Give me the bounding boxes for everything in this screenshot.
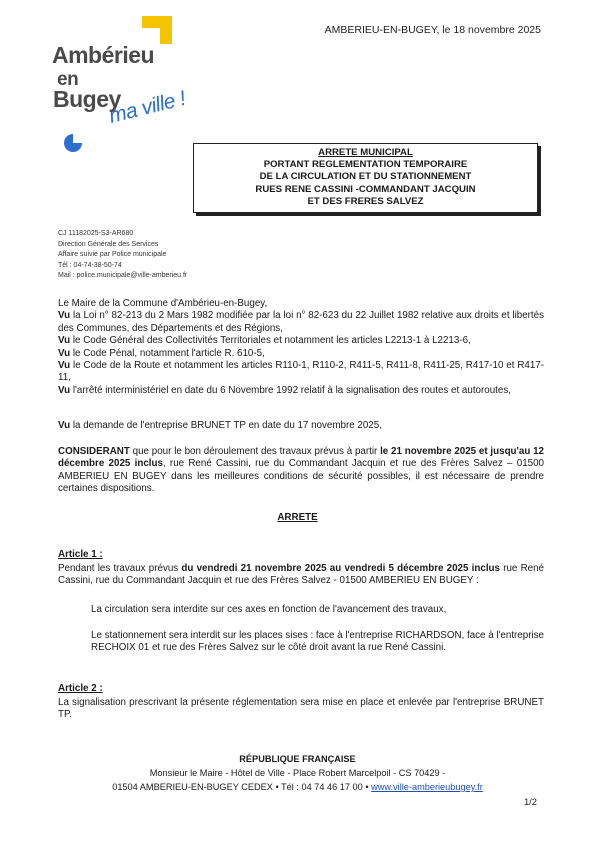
logo-text-bugey: Bugey	[53, 86, 121, 112]
considerant-word: CONSIDERANT	[58, 446, 130, 457]
mail[interactable]: Mail : police.municipale@ville-amberieu.fr	[58, 272, 188, 280]
vu-2: Vu le Code Général des Collectivités Territoriales et notamment les articles L2213-1 à L2213-6,	[58, 335, 471, 347]
article-1-dates: du vendredi 21 novembre 2025 au vendredi 5 décembre 2025 inclus	[181, 563, 500, 574]
vu-word: Vu	[58, 347, 71, 359]
vu-word: Vu	[58, 310, 71, 322]
vu-1: Vu la Loi n° 82-213 du 2 Mars 1982 modifiée par la loi n° 82-623 du 22 Juillet 1982 relative aux droits et libertés des Communes, des Départements et des Régions,	[58, 310, 544, 334]
decree-title-box	[193, 143, 538, 213]
article-2-title: Article 2 :	[58, 683, 103, 694]
place-date: AMBERIEU-EN-BUGEY, le 18 novembre 2025	[324, 24, 541, 36]
article-1-parking: Le stationnement sera interdit sur les places sises : face à l'entreprise RICHARDSON, face à l'entreprise RECHOIX 01 et rue des Frères Salvez sur le côté droit avant la rue René Cassini.	[91, 630, 544, 654]
phone: Tél : 04-74-38-50-74	[58, 261, 122, 269]
preamble	[58, 298, 544, 397]
vu-3: Vu le Code Pénal, notamment l'article R. 610-5,	[58, 347, 265, 359]
bullet-icon: •	[275, 782, 279, 792]
republic-heading: RÉPUBLIQUE FRANÇAISE	[239, 754, 356, 764]
article-1-text: Pendant les travaux prévus du vendredi 21 novembre 2025 au vendredi 5 décembre 2025 inclus rue René Cassini, rue du Commandant Jacquin et rue des Frères Salvez - 01500 AMBERIEU EN BUGEY :	[58, 563, 544, 587]
article-1-circulation: La circulation sera interdite sur ces axes en fonction de l'avancement des travaux,	[91, 604, 447, 615]
page-number: 1/2	[523, 796, 537, 807]
website-link[interactable]: www.ville-amberieubugey.fr	[371, 782, 483, 792]
logo-text-slogan: ma ville !	[106, 86, 188, 128]
article-2-text: La signalisation prescrivant la présente réglementation sera mise en place et enlevée par l'entreprise BRUNET TP.	[58, 697, 544, 721]
intro: Le Maire de la Commune d'Ambérieu-en-Bugey,	[58, 298, 268, 309]
title-line-1: ARRETE MUNICIPAL	[318, 147, 413, 158]
vu-word: Vu	[58, 420, 71, 431]
title-line-4: RUES RENE CASSINI -COMMANDANT JACQUIN	[255, 183, 476, 195]
footer	[0, 752, 595, 794]
follow-up: Affaire suivie par Police municipale	[58, 251, 167, 259]
reference-number: CJ 11182025-S3-AR680	[58, 230, 134, 237]
vu-5: Vu l'arrêté interministériel en date du 6 Novembre 1992 relatif à la signalisation des routes et autoroutes,	[58, 384, 511, 396]
direction: Direction Générale des Services	[58, 240, 159, 248]
vu-word: Vu	[58, 360, 71, 372]
arrete-heading: ARRETE	[277, 512, 318, 523]
title-line-2: PORTANT REGLEMENTATION TEMPORAIRE	[263, 159, 468, 171]
title-line-3: DE LA CIRCULATION ET DU STATIONNEMENT	[259, 171, 472, 183]
considerant-dates: le 21 novembre 2025 et jusqu'au 12 décembre 2025 inclus	[58, 446, 544, 470]
logo-text-amberieu: Ambérieu	[52, 42, 155, 68]
footer-address-2: 01504 AMBERIEU-EN-BUGEY CEDEX • Tél : 04 74 46 17 00 • www.ville-amberieubugey.fr	[112, 782, 483, 792]
footer-address-1: Monsieur le Maire - Hôtel de Ville - Place Robert Marcelpoil - CS 70429 -	[149, 768, 446, 778]
considerant: CONSIDERANT que pour le bon déroulement des travaux prévus à partir le 21 novembre 2025 et jusqu'au 12 décembre 2025 inclus, rue René Cassini, rue du Commandant Jacquin et rue des Frères Salvez – 01500 AMBERIEU EN BUGEY dans les meilleures conditions de sécurité possibles, il est nécessaire de prendre certaines dispositions.	[58, 446, 544, 495]
title-line-5: ET DES FRERES SALVEZ	[307, 195, 424, 207]
vu-word: Vu	[58, 335, 71, 347]
vu-6: Vu la demande de l'entreprise BRUNET TP en date du 17 novembre 2025,	[58, 420, 382, 431]
article-1-title: Article 1 :	[58, 549, 103, 560]
vu-4: Vu le Code de la Route et notamment les articles R110-1, R110-2, R411-5, R411-8, R411-25, R417-10 et R417-11,	[58, 360, 544, 384]
city-logo	[52, 14, 202, 154]
footer-phone: Tél : 04 74 46 17 00	[281, 782, 363, 792]
services-block	[58, 229, 187, 282]
logo-blue-shape-icon	[62, 132, 84, 154]
bullet-icon: •	[365, 782, 369, 792]
vu-word: Vu	[58, 384, 71, 396]
logo-text-en: en	[57, 69, 79, 90]
